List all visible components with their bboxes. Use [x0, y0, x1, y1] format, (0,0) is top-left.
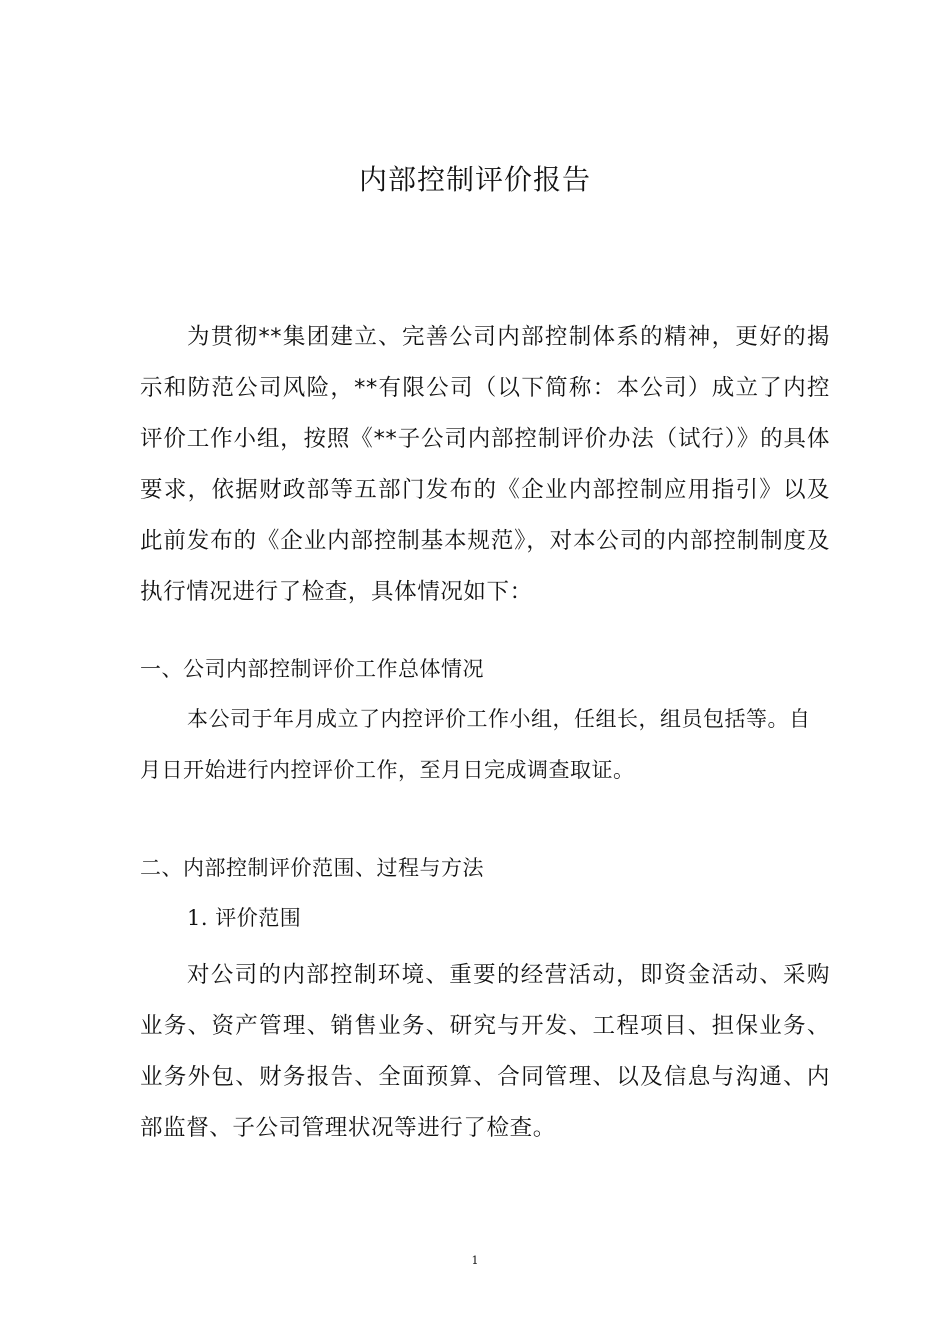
page-number: 1	[471, 1254, 479, 1267]
section-1-paragraph: 本公司于年月成立了内控评价工作小组，任组长，组员包括等。自月日开始进行内控评价工作，至月日完成调查取证。	[140, 707, 811, 782]
subsection-1-paragraph: 对公司的内部控制环境、重要的经营活动，即资金活动、采购业务、资产管理、销售业务、研究与开发、工程项目、担保业务、业务外包、财务报告、全面预算、合同管理、以及信息与沟通、内部监督、子公司管理状况等进行了检查。	[140, 962, 830, 1141]
subsection-1-heading-block	[187, 903, 827, 933]
section-2-heading-block	[140, 853, 830, 883]
subsection-1-body	[140, 950, 830, 1154]
section-1-heading-block	[140, 654, 830, 684]
intro-paragraph: 为贯彻**集团建立、完善公司内部控制体系的精神，更好的揭示和防范公司风险，**有限公司（以下简称：本公司）成立了内控评价工作小组，按照《**子公司内部控制评价办法（试行）》的具体要求，依据财政部等五部门发布的《企业内部控制应用指引》以及此前发布的《企业内部控制基本规范》，对本公司的内部控制制度及执行情况进行了检查，具体情况如下：	[140, 324, 830, 605]
section-1-body	[140, 694, 830, 796]
subsection-1-heading: 1. 评价范围	[187, 906, 302, 930]
document-title: 内部控制评价报告	[358, 163, 591, 196]
section-1-heading: 一、公司内部控制评价工作总体情况	[140, 657, 484, 681]
section-2-heading: 二、内部控制评价范围、过程与方法	[140, 856, 484, 880]
intro-section	[140, 312, 830, 618]
